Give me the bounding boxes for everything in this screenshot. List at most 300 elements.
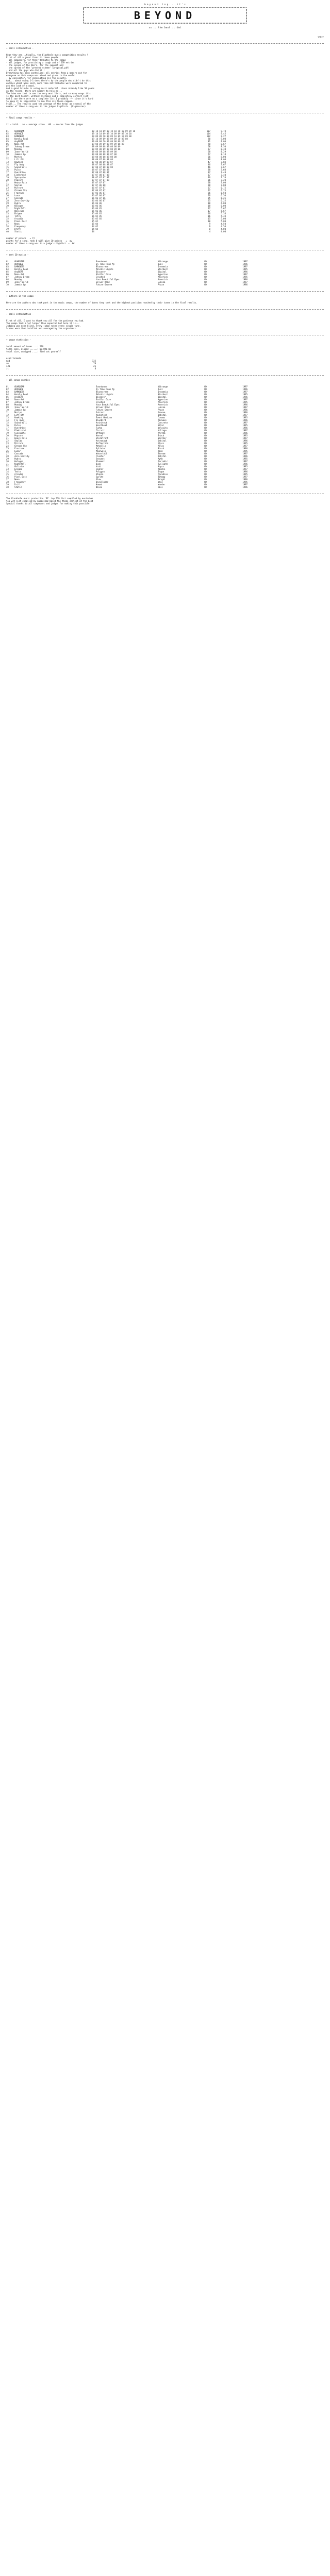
song-rank: 12 bbox=[6, 414, 9, 416]
song-artist: Kernel bbox=[96, 434, 104, 437]
song-artist: Stellar Gaze bbox=[96, 398, 111, 401]
result-rank: 24 bbox=[6, 189, 9, 192]
song-label: Lumina bbox=[158, 406, 166, 409]
result-average: 7.60 bbox=[221, 168, 226, 171]
result-rank: 20 bbox=[6, 179, 9, 181]
result-title: Popcorn bbox=[14, 179, 23, 181]
song-artist: Cipher bbox=[96, 468, 104, 470]
result-scores: 08 07 07 07 07 bbox=[92, 176, 109, 179]
song-rank: 40 bbox=[6, 486, 9, 488]
result-scores: 06 06 06 07 bbox=[92, 199, 106, 202]
result-title: AnyBEAT bbox=[14, 140, 23, 143]
best-10-title: + best 10 musics - bbox=[6, 253, 29, 256]
song-label: Dual bbox=[158, 263, 163, 265]
song-rank: 37 bbox=[6, 478, 9, 481]
song-rank: 32 bbox=[6, 465, 9, 468]
small-intro-line: First of all, I want to thank you all for the patience you had. bbox=[6, 319, 85, 322]
song-artist: Glow bbox=[96, 478, 101, 481]
song-label: Stardust bbox=[158, 268, 168, 270]
divider bbox=[6, 309, 324, 310]
song-catalog: CD bbox=[204, 450, 207, 452]
song-label: Vibrange bbox=[158, 260, 168, 263]
song-year: 1997 bbox=[242, 421, 248, 424]
song-catalog: CD bbox=[204, 403, 207, 406]
result-total: 26 bbox=[208, 192, 210, 194]
usage-section bbox=[6, 338, 324, 370]
result-scores: 08 09 07 08 08 08 bbox=[92, 158, 113, 161]
song-year: 1995 bbox=[242, 401, 248, 403]
song-title: Neon bbox=[14, 478, 20, 481]
result-rank: 32 bbox=[6, 210, 9, 212]
result-total: 37 bbox=[208, 171, 210, 174]
intro-line: entries which were sent, more than 239 tributes were completed to bbox=[6, 82, 87, 84]
intro-line: - the sysops of the bbs's, for the support and bbox=[6, 64, 63, 66]
song-artist: Melodic Lights bbox=[96, 393, 113, 396]
final-results-footer bbox=[6, 237, 324, 245]
intro-line: - all judges, for practising a tough and of 239 entries bbox=[6, 61, 75, 64]
result-average: 6.75 bbox=[221, 187, 226, 189]
divider bbox=[6, 43, 324, 44]
song-title: GUARDIAN bbox=[14, 385, 25, 388]
song-rank: 02 bbox=[6, 388, 9, 391]
result-total: 47 bbox=[208, 161, 210, 163]
song-catalog: CD bbox=[204, 411, 207, 414]
song-label: Snack bbox=[158, 434, 164, 437]
song-catalog: CD bbox=[204, 421, 207, 424]
result-total: 38 bbox=[208, 168, 210, 171]
intro-line: - all composers, for their tributes to the compo bbox=[6, 59, 66, 61]
song-year: 1996 bbox=[242, 447, 248, 450]
result-title: Mortys bbox=[14, 156, 22, 158]
result-rank: 05 bbox=[6, 140, 9, 143]
result-scores: 07 06 07 07 bbox=[92, 189, 106, 192]
result-title: Hydra bbox=[14, 202, 21, 205]
song-artist: Melodic Lights bbox=[96, 268, 113, 270]
result-title: Nightfall bbox=[14, 207, 26, 210]
song-artist: Rocketeer bbox=[96, 414, 107, 416]
song-rank: 29 bbox=[6, 457, 9, 460]
result-total: 15 bbox=[208, 217, 210, 220]
song-rank: 25 bbox=[6, 447, 9, 450]
song-rank: 31 bbox=[6, 463, 9, 465]
song-catalog: CD bbox=[204, 434, 207, 437]
song-artist: Silver Road bbox=[96, 281, 110, 283]
song-rank: 35 bbox=[6, 473, 9, 476]
song-artist: Your Beautiful Eyes bbox=[96, 278, 120, 281]
song-title: Overdrive bbox=[14, 427, 26, 429]
result-title: Fracture bbox=[14, 192, 25, 194]
song-artist: Offbeat bbox=[96, 432, 105, 434]
final-results-title: + final compo results - bbox=[6, 116, 35, 119]
song-label: Digital bbox=[158, 396, 167, 398]
song-label: Maverick bbox=[158, 403, 168, 406]
result-title: ADVANCE bbox=[14, 132, 23, 135]
song-artist: Future Groove bbox=[96, 409, 112, 411]
result-average: 6.00 bbox=[221, 202, 226, 205]
song-rank: 30 bbox=[6, 460, 9, 463]
song-year: 1996 bbox=[242, 486, 248, 488]
result-average: 6.75 bbox=[221, 189, 226, 192]
song-rank: 18 bbox=[6, 429, 9, 432]
song-artist: Crushed bbox=[96, 276, 105, 278]
song-title: Popcorn bbox=[14, 434, 23, 437]
result-rank: 29 bbox=[6, 202, 9, 205]
result-rank: 06 bbox=[6, 143, 9, 145]
song-catalog: CD bbox=[204, 473, 207, 476]
song-artist: Event Horizon bbox=[96, 416, 112, 419]
song-year: 1997 bbox=[242, 476, 248, 478]
result-rank: 27 bbox=[6, 197, 9, 199]
format-name: xm bbox=[6, 362, 9, 365]
result-total: 56 bbox=[208, 156, 210, 158]
song-rank: 33 bbox=[6, 468, 9, 470]
song-title: Frequency bbox=[14, 481, 26, 483]
song-catalog: CD bbox=[204, 388, 207, 391]
result-scores: 06 06 07 06 bbox=[92, 197, 106, 199]
song-artist: Noise bbox=[96, 486, 103, 488]
song-rank: 10 bbox=[6, 283, 9, 286]
song-year: 1996 bbox=[242, 270, 248, 273]
song-catalog: CD bbox=[204, 396, 207, 398]
song-rank: 39 bbox=[6, 483, 9, 486]
result-total: 27 bbox=[208, 187, 210, 189]
result-average: 4.50 bbox=[221, 225, 226, 228]
result-title: Elektroid bbox=[14, 174, 26, 176]
song-catalog: CD bbox=[204, 483, 207, 486]
result-total: 37 bbox=[208, 174, 210, 176]
result-scores: 08 07 07 08 08 bbox=[92, 168, 109, 171]
song-label: Hyperion bbox=[158, 398, 168, 401]
result-total: 16 bbox=[208, 215, 210, 217]
song-label: Riddle bbox=[158, 468, 166, 470]
result-title: Tetra bbox=[14, 215, 21, 217]
result-rank: 19 bbox=[6, 176, 9, 179]
song-rank: 15 bbox=[6, 421, 9, 424]
result-rank: 23 bbox=[6, 187, 9, 189]
song-rank: 10 bbox=[6, 409, 9, 411]
song-artist: Utopia bbox=[96, 473, 104, 476]
song-artist: Architect bbox=[96, 421, 107, 424]
song-label: Maverick bbox=[158, 278, 168, 281]
result-scores: 09 09 08 10 09 09 08 09 10 bbox=[92, 140, 124, 143]
song-catalog: CD bbox=[204, 455, 207, 457]
song-label: Airwave bbox=[158, 419, 167, 421]
result-scores: 09 08 09 09 08 09 09 08 09 bbox=[92, 143, 124, 145]
format-count: 8 bbox=[94, 367, 96, 370]
song-catalog: CD bbox=[204, 409, 207, 411]
result-scores: 08 09 08 09 08 08 09 08 bbox=[92, 148, 121, 150]
result-scores: 07 08 07 08 07 bbox=[92, 171, 109, 174]
result-total: 78 bbox=[208, 143, 210, 145]
final-footer-line: points for a song, rank 0 will give 10 points = av bbox=[6, 240, 72, 242]
song-label: Twilight bbox=[158, 463, 168, 465]
song-rank: 02 bbox=[6, 263, 9, 265]
song-year: 1997 bbox=[242, 429, 248, 432]
result-total: 36 bbox=[208, 179, 210, 181]
song-label: Myth bbox=[158, 457, 163, 460]
song-label: Vital bbox=[158, 424, 164, 427]
song-year: 1995 bbox=[242, 450, 248, 452]
song-artist: Waterfall bbox=[96, 452, 107, 455]
result-rank: 08 bbox=[6, 148, 9, 150]
result-average: 6.25 bbox=[221, 197, 226, 199]
usage-line: total amount of tunes ...: 239 bbox=[6, 345, 44, 348]
song-title: Zero Gravity bbox=[14, 455, 29, 457]
result-scores: 10 10 10 09 10 10 10 10 10 09 09 10 bbox=[92, 130, 136, 132]
song-rank: 24 bbox=[6, 445, 9, 447]
result-scores: 04 05 bbox=[92, 225, 98, 228]
song-year: 1996 bbox=[242, 388, 248, 391]
song-rank: 05 bbox=[6, 270, 9, 273]
result-average: 7.00 bbox=[221, 184, 226, 187]
song-catalog: CD bbox=[204, 478, 207, 481]
song-label: Orbital bbox=[158, 414, 167, 416]
result-total: 25 bbox=[208, 197, 210, 199]
result-average: 5.67 bbox=[221, 210, 226, 212]
song-label: Dual bbox=[158, 388, 163, 391]
result-total: 90 bbox=[208, 138, 210, 140]
final-footer-line: number of points = tt bbox=[6, 237, 35, 240]
result-total: 102 bbox=[206, 135, 210, 138]
song-label: Tide bbox=[158, 450, 163, 452]
song-title: Fracture bbox=[14, 447, 25, 450]
song-title: Pixel Dust bbox=[14, 476, 27, 478]
song-label: Bitmap bbox=[158, 476, 166, 478]
song-rank: 34 bbox=[6, 470, 9, 473]
song-title: Nightfall bbox=[14, 463, 26, 465]
song-label: Digital bbox=[158, 270, 167, 273]
small-intro-title: + small introduction - bbox=[6, 313, 34, 315]
result-title: Inner World bbox=[14, 150, 28, 153]
result-title: Overdrive bbox=[14, 171, 26, 174]
song-artist: Stellar Gaze bbox=[96, 273, 111, 276]
song-catalog: CD bbox=[204, 416, 207, 419]
song-year: 1995 bbox=[242, 268, 248, 270]
song-title: Enigma bbox=[14, 468, 22, 470]
beyond-logo bbox=[6, 6, 324, 30]
small-intro-lines bbox=[6, 319, 324, 330]
result-scores: 04 04 bbox=[92, 228, 98, 230]
result-scores: 06 07 06 07 bbox=[92, 194, 106, 197]
song-year: 1996 bbox=[242, 463, 248, 465]
result-title: Zero Gravity bbox=[14, 199, 29, 202]
song-catalog: CD bbox=[204, 432, 207, 434]
result-scores: 06 07 07 07 bbox=[92, 187, 106, 189]
song-label: Insomnia bbox=[158, 391, 168, 393]
song-artist: Polygon bbox=[96, 470, 105, 473]
song-year: 1997 bbox=[242, 398, 248, 401]
song-catalog: CD bbox=[204, 447, 207, 450]
result-average: 9.45 bbox=[221, 132, 226, 135]
result-title: Drift bbox=[14, 228, 21, 230]
format-name: s3m bbox=[6, 365, 10, 367]
result-rank: 28 bbox=[6, 199, 9, 202]
song-rank: 23 bbox=[6, 442, 9, 445]
song-title: Oblivion bbox=[14, 465, 25, 468]
result-title: Nano Ash bbox=[14, 143, 25, 145]
result-average: 5.67 bbox=[221, 207, 226, 210]
song-catalog: CD bbox=[204, 463, 207, 465]
result-average: 7.20 bbox=[221, 179, 226, 181]
result-rank: 13 bbox=[6, 161, 9, 163]
result-average: 9.00 bbox=[221, 140, 226, 143]
result-title: Frequency bbox=[14, 225, 26, 228]
result-rank: 21 bbox=[6, 181, 9, 184]
song-year: 1997 bbox=[242, 468, 248, 470]
result-rank: 38 bbox=[6, 225, 9, 228]
song-title: Nano Ash bbox=[14, 398, 25, 401]
result-rank: 40 bbox=[6, 230, 9, 233]
format-name: it bbox=[6, 367, 9, 370]
intro-line: - and all the guys who did it ! bbox=[6, 69, 45, 72]
song-title: Static bbox=[14, 486, 22, 488]
song-rank: 01 bbox=[6, 385, 9, 388]
song-artist: Your Beautiful Eyes bbox=[96, 403, 120, 406]
song-year: 1997 bbox=[242, 385, 248, 388]
result-rank: 15 bbox=[6, 166, 9, 168]
result-title: Neon bbox=[14, 223, 20, 225]
result-total: 107 bbox=[206, 130, 210, 132]
intro-line: And I saw there were no a complete list I probably --- since it's hard bbox=[6, 97, 93, 100]
song-row bbox=[6, 283, 324, 286]
result-title: Skylab bbox=[14, 184, 22, 187]
song-title: Mortys bbox=[14, 411, 22, 414]
song-label: Shape bbox=[158, 470, 164, 473]
song-year: 1995 bbox=[242, 276, 248, 278]
song-year: 1997 bbox=[242, 406, 248, 409]
song-year: 1996 bbox=[242, 409, 248, 411]
formats-title: used formats bbox=[6, 357, 21, 360]
song-rank: 11 bbox=[6, 411, 9, 414]
result-scores: 06 06 06 bbox=[92, 202, 102, 205]
result-average: 7.00 bbox=[221, 181, 226, 184]
song-year: 1996 bbox=[242, 411, 248, 414]
song-title: Pulse bbox=[14, 424, 21, 427]
result-total: 17 bbox=[208, 207, 210, 210]
intro-line: The idea was that to see the very most lists, and so many songs this bbox=[6, 92, 91, 95]
intro-line: And a good tribute is using music material. Lines already like 50 years bbox=[6, 87, 94, 90]
song-label: Lumina bbox=[158, 281, 166, 283]
result-title: Syncopate bbox=[14, 176, 26, 179]
song-title: AnyBEAT bbox=[14, 396, 23, 398]
result-title: Hawking bbox=[14, 161, 23, 163]
song-catalog: CD bbox=[204, 260, 207, 263]
format-count: 132 bbox=[92, 360, 96, 362]
song-label: Concrete bbox=[158, 421, 168, 424]
song-label: Hiss bbox=[158, 486, 163, 488]
song-rank: 01 bbox=[6, 260, 9, 263]
song-catalog: CD bbox=[204, 398, 207, 401]
song-label: Cosmos bbox=[158, 416, 166, 419]
song-catalog: CD bbox=[204, 465, 207, 468]
song-title: Chrome Sky bbox=[14, 445, 27, 447]
header bbox=[6, 3, 324, 38]
result-rank: 35 bbox=[6, 217, 9, 220]
song-rank: 09 bbox=[6, 406, 9, 409]
result-total: 67 bbox=[208, 148, 210, 150]
result-scores: 06 06 06 bbox=[92, 205, 102, 207]
song-catalog: CD bbox=[204, 442, 207, 445]
intro-line: And... about using 1-1 does there's by the people who didn't do this bbox=[6, 79, 91, 82]
song-rank: 26 bbox=[6, 450, 9, 452]
song-title: Monday bbox=[14, 278, 22, 281]
song-label: Bright bbox=[158, 478, 166, 481]
result-scores: 08 07 08 08 08 07 bbox=[92, 163, 113, 166]
result-scores: 07 08 08 09 08 07 bbox=[92, 161, 113, 163]
result-title: GUARDIAN bbox=[14, 130, 25, 132]
closing-line: Special thanks to all composers and judges for making this possible. bbox=[6, 502, 91, 505]
result-total: 48 bbox=[208, 158, 210, 161]
small-intro-line: Judging was done blind, every judge rated every single tune. bbox=[6, 325, 81, 327]
result-average: 7.40 bbox=[221, 174, 226, 176]
result-title: Enigma bbox=[14, 212, 22, 215]
intro-line: Everything has been controlled; all entries from a modern out for bbox=[6, 72, 87, 74]
song-label: Maverick bbox=[158, 276, 168, 278]
song-artist: Oscillator bbox=[96, 481, 109, 483]
song-label: Paradise bbox=[158, 473, 168, 476]
usage-lines bbox=[6, 345, 324, 353]
song-title: Tetra bbox=[14, 470, 21, 473]
song-year: 1996 bbox=[242, 432, 248, 434]
song-artist: Silver Road bbox=[96, 406, 110, 409]
result-scores: 04 bbox=[92, 230, 94, 233]
intro-line: get the look of a mood. bbox=[6, 84, 35, 87]
result-average: 9.27 bbox=[221, 135, 226, 138]
song-rank: 13 bbox=[6, 416, 9, 419]
song-year: 1996 bbox=[242, 439, 248, 442]
closing-line: top 239 list compiled by musicshaz based the theme contest at the best bbox=[6, 500, 93, 502]
song-label: Abyss bbox=[158, 465, 164, 468]
song-rank: 17 bbox=[6, 427, 9, 429]
result-total: 26 bbox=[208, 194, 210, 197]
closing-lines bbox=[6, 497, 324, 505]
intro-line: Hear they are...finally, the blackhole music competition results ! bbox=[6, 54, 88, 56]
result-scores: 09 10 10 09 09 10 09 09 09 10 10 bbox=[92, 132, 132, 135]
result-average: 7.83 bbox=[221, 161, 226, 163]
song-artist: Metallic bbox=[96, 445, 106, 447]
result-total: 16 bbox=[208, 212, 210, 215]
song-artist: Circuit bbox=[96, 429, 105, 432]
song-title: ADVANCE bbox=[14, 388, 23, 391]
format-count: 21 bbox=[93, 365, 96, 367]
song-artist: Discover bbox=[96, 396, 106, 398]
song-catalog: CD bbox=[204, 427, 207, 429]
song-catalog: CD bbox=[204, 263, 207, 265]
song-title: Syncopate bbox=[14, 432, 26, 434]
result-rank: 36 bbox=[6, 220, 9, 223]
song-title: Drift bbox=[14, 483, 21, 486]
result-scores: 06 05 05 bbox=[92, 215, 102, 217]
song-rank: 06 bbox=[6, 398, 9, 401]
result-title: Fly Away bbox=[14, 163, 25, 166]
closing-section bbox=[6, 497, 324, 505]
song-title: Halogen bbox=[14, 460, 23, 463]
song-title: Mirrors bbox=[14, 442, 23, 445]
song-artist: Splinter bbox=[96, 447, 106, 450]
result-average: 8.14 bbox=[221, 153, 226, 156]
song-title: Lift Off bbox=[14, 414, 25, 416]
song-year: 1997 bbox=[242, 460, 248, 463]
song-rank: 14 bbox=[6, 419, 9, 421]
song-rank: 36 bbox=[6, 476, 9, 478]
intro-line: everyone as this compo was aired and given to the world. bbox=[6, 74, 76, 77]
small-intro-section bbox=[6, 313, 324, 330]
result-scores: 05 04 bbox=[92, 223, 98, 225]
song-year: 1996 bbox=[242, 263, 248, 265]
result-rank: 31 bbox=[6, 207, 9, 210]
song-catalog: CD bbox=[204, 470, 207, 473]
song-artist: Floater bbox=[96, 455, 105, 457]
